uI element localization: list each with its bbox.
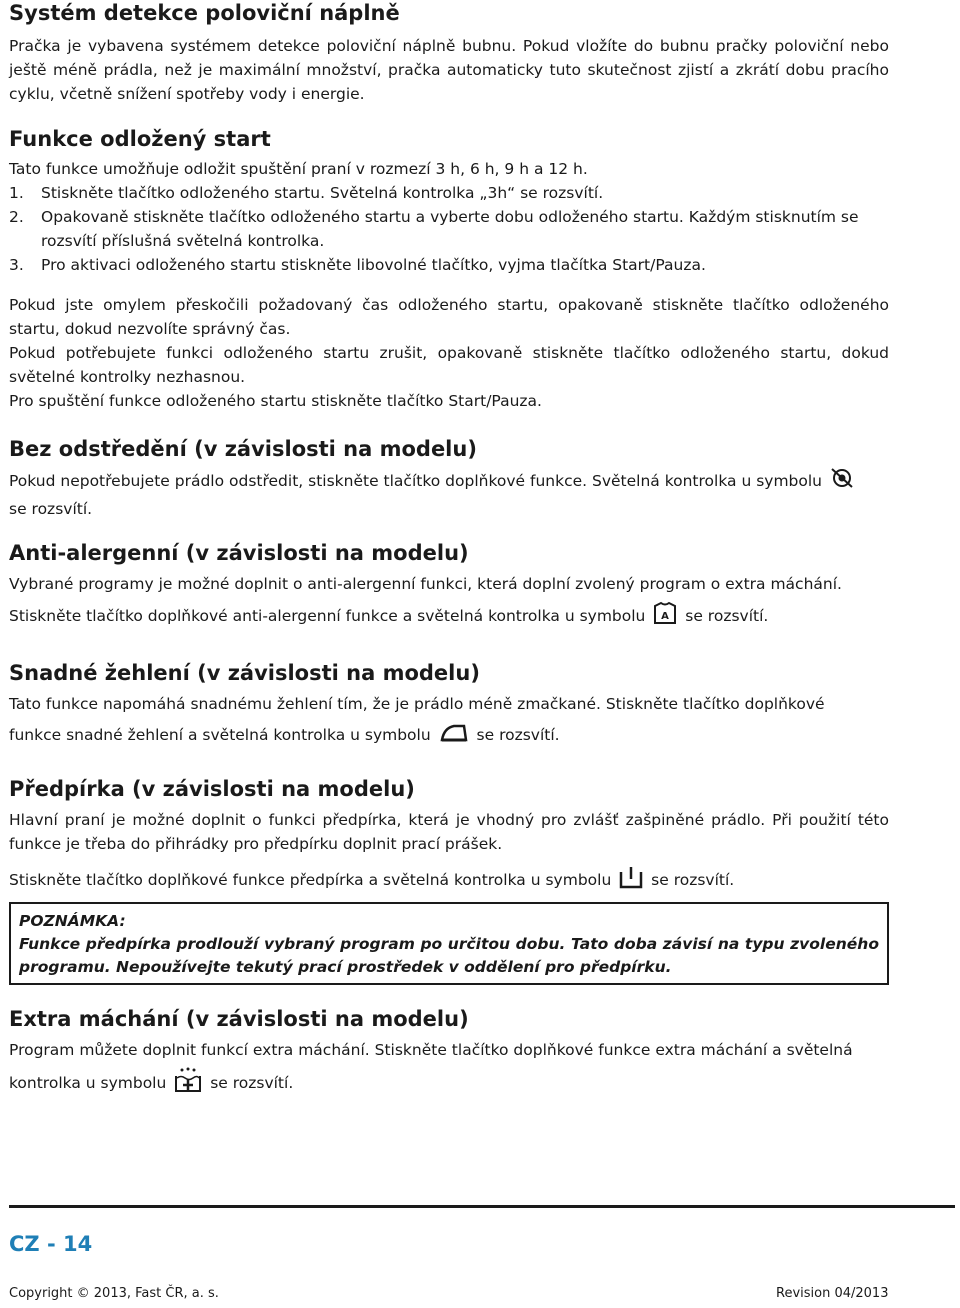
text-part: se rozsvítí. (9, 500, 93, 518)
step-item (9, 253, 889, 277)
step-text: Opakovaně stiskněte tlačítko odloženého startu a vyberte dobu odloženého startu. Každým stisknutím se rozsvítí příslušná světelná kontrolka. (41, 208, 859, 250)
step-number: 3. (9, 256, 24, 274)
copyright: Copyright © 2013, Fast ČR, a. s. (9, 1286, 219, 1301)
extra-rinse-icon (173, 1066, 203, 1101)
section-no-spin (9, 436, 889, 521)
iron-icon (438, 720, 470, 751)
section-text: Hlavní praní je možné doplnit o funkci předpírka, která je vhodný pro zvlášť zašpiněné prádlo. Při použití této funkce je třeba do přihrádky pro předpírku doplnit prací prášek. (9, 811, 889, 853)
step-number: 1. (9, 184, 24, 202)
section-anti-allergy (9, 540, 889, 633)
note-label: POZNÁMKA: (19, 912, 126, 930)
svg-text:A: A (661, 611, 670, 622)
section-title: Bez odstředění (v závislosti na modelu) (9, 437, 477, 461)
step-text: Pro aktivaci odloženého startu stiskněte libovolné tlačítko, vyjma tlačítka Start/Pauza. (41, 256, 706, 274)
text-part: Pokud nepotřebujete prádlo odstředit, stiskněte tlačítko doplňkové funkce. Světelná kontrolka u symbolu (9, 472, 823, 490)
section-text (9, 600, 889, 633)
text-part: se rozsvítí. (651, 871, 735, 889)
step-item (9, 181, 889, 205)
text-part: Stiskněte tlačítko doplňkové funkce předpírka a světelná kontrolka u symbolu (9, 871, 612, 889)
section-text (9, 1066, 889, 1101)
section-prewash (9, 776, 889, 897)
paragraph: Pro spuštění funkce odloženého startu stiskněte tlačítko Start/Pauza. (9, 392, 542, 410)
section-text: Vybrané programy je možné doplnit o anti-alergenní funkci, která doplní zvolený program o extra máchání. (9, 575, 842, 593)
section-title: Funkce odložený start (9, 127, 271, 151)
text-part: se rozsvítí. (210, 1074, 294, 1092)
section-text: Pračka je vybavena systémem detekce poloviční náplně bubnu. Pokud vložíte do bubnu pračky poloviční nebo ještě méně prádla, než je maximální množství, pračka automaticky tuto skutečnost zjistí a zkrátí dobu pracího cyklu, včetně snížení spotřeby vody i energie. (9, 37, 889, 103)
section-text (9, 864, 889, 897)
footer-divider (9, 1205, 955, 1208)
section-title: Systém detekce poloviční náplně (9, 1, 400, 25)
section-easy-iron (9, 660, 889, 751)
section-title: Extra máchání (v závislosti na modelu) (9, 1007, 469, 1031)
section-title: Anti-alergenní (v závislosti na modelu) (9, 541, 469, 565)
section-half-load (9, 0, 889, 106)
text-part: kontrolka u symbolu (9, 1074, 167, 1092)
section-intro: Tato funkce umožňuje odložit spuštění praní v rozmezí 3 h, 6 h, 9 h a 12 h. (9, 160, 588, 178)
prewash-icon (618, 864, 644, 897)
text-part: se rozsvítí. (685, 607, 769, 625)
section-title: Snadné žehlení (v závislosti na modelu) (9, 661, 480, 685)
no-spin-icon (829, 466, 855, 497)
text-part: Stiskněte tlačítko doplňkové anti-alergenní funkce a světelná kontrolka u symbolu (9, 607, 646, 625)
step-number: 2. (9, 208, 24, 226)
section-title: Předpírka (v závislosti na modelu) (9, 777, 415, 801)
note-text: Funkce předpírka prodlouží vybraný program po určitou dobu. Tato doba závisí na typu zvoleného programu. Nepoužívejte tekutý prací prostředek v oddělení pro předpírku. (19, 935, 879, 976)
text-part: funkce snadné žehlení a světelná kontrolka u symbolu (9, 726, 431, 744)
section-delay-start (9, 126, 889, 413)
section-text (9, 466, 889, 521)
paragraph: Pokud potřebujete funkci odloženého startu zrušit, opakovaně stiskněte tlačítko odloženého startu, dokud světelné kontrolky nezhasnou. (9, 344, 889, 386)
section-text: Program můžete doplnit funkcí extra máchání. Stiskněte tlačítko doplňkové funkce extra máchání a světelná (9, 1041, 853, 1059)
step-item (9, 205, 889, 253)
paragraph: Pokud jste omylem přeskočili požadovaný čas odloženého startu, opakovaně stiskněte tlačítko odloženého startu, dokud nezvolíte správný čas. (9, 296, 889, 338)
page-number: CZ - 14 (9, 1232, 93, 1256)
anti-allergy-icon (652, 600, 678, 633)
text-part: se rozsvítí. (476, 726, 560, 744)
section-text (9, 720, 889, 751)
section-extra-rinse (9, 1006, 889, 1101)
note-box (9, 902, 889, 985)
section-text: Tato funkce napomáhá snadnému žehlení tím, že je prádlo méně zmačkané. Stiskněte tlačítko doplňkové (9, 695, 825, 713)
step-text: Stiskněte tlačítko odloženého startu. Světelná kontrolka „3h“ se rozsvítí. (41, 184, 604, 202)
revision: Revision 04/2013 (776, 1286, 889, 1301)
